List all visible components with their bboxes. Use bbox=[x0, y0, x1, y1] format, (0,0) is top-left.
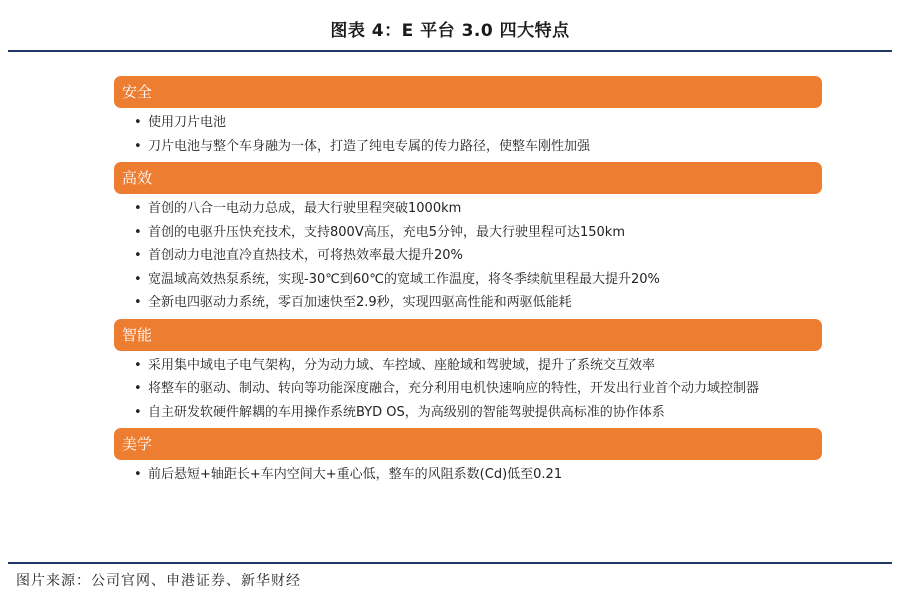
bullet-item: • 采用集中域电子电气架构，分为动力域、车控域、座舱域和驾驶域，提升了系统交互效率 bbox=[114, 354, 822, 378]
bottom-divider bbox=[8, 562, 892, 564]
bullet-list bbox=[114, 108, 822, 162]
bullet-item: • 宽温域高效热泵系统，实现-30℃到60℃的宽域工作温度，将冬季续航里程最大提升20% bbox=[114, 268, 822, 292]
section-intelligence bbox=[114, 319, 822, 429]
bullet-item: • 将整车的驱动、制动、转向等功能深度融合，充分利用电机快速响应的特性，开发出行业首个动力域控制器 bbox=[114, 377, 822, 401]
bullet-item: • 刀片电池与整个车身融为一体，打造了纯电专属的传力路径，使整车刚性加强 bbox=[114, 135, 822, 159]
section-heading: 高效 bbox=[114, 162, 822, 194]
bullet-item: • 前后悬短+轴距长+车内空间大+重心低，整车的风阻系数(Cd)低至0.21 bbox=[114, 463, 822, 487]
bullet-list bbox=[114, 351, 822, 429]
bullet-item: • 首创的八合一电动力总成，最大行驶里程突破1000km bbox=[114, 197, 822, 221]
feature-list bbox=[114, 76, 822, 491]
bullet-item: • 使用刀片电池 bbox=[114, 111, 822, 135]
section-efficiency bbox=[114, 162, 822, 319]
bullet-item: • 自主研发软硬件解耦的车用操作系统BYD OS，为高级别的智能驾驶提供高标准的协作体系 bbox=[114, 401, 822, 425]
section-aesthetics bbox=[114, 428, 822, 491]
section-heading: 智能 bbox=[114, 319, 822, 351]
section-heading: 美学 bbox=[114, 428, 822, 460]
top-divider bbox=[8, 50, 892, 52]
page-title: 图表 4：E 平台 3.0 四大特点 bbox=[330, 21, 570, 41]
section-safety bbox=[114, 76, 822, 162]
bullet-item: • 全新电四驱动力系统，零百加速快至2.9秒，实现四驱高性能和两驱低能耗 bbox=[114, 291, 822, 315]
bullet-list bbox=[114, 460, 822, 491]
source-note: 图片来源：公司官网、申港证券、新华财经 bbox=[16, 573, 301, 589]
bullet-item: • 首创的电驱升压快充技术，支持800V高压，充电5分钟，最大行驶里程可达150km bbox=[114, 221, 822, 245]
bullet-item: • 首创动力电池直冷直热技术，可将热效率最大提升20% bbox=[114, 244, 822, 268]
section-heading: 安全 bbox=[114, 76, 822, 108]
bullet-list bbox=[114, 194, 822, 319]
